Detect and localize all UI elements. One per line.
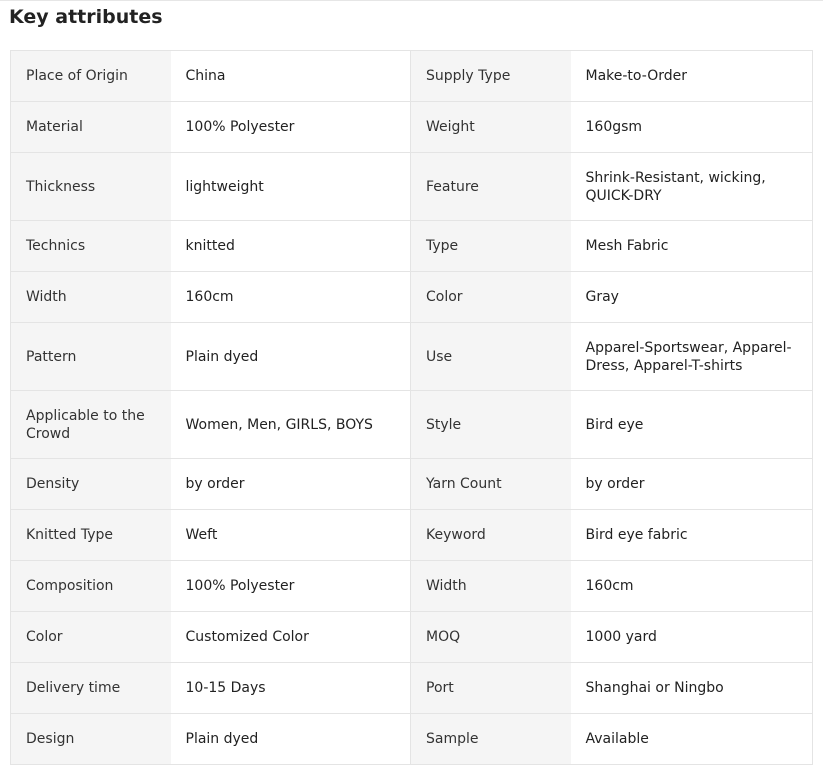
attribute-label: Style — [411, 391, 571, 459]
attribute-label: Width — [411, 561, 571, 612]
attribute-value: 160cm — [571, 561, 813, 612]
attribute-label: Keyword — [411, 510, 571, 561]
attribute-value: 10-15 Days — [171, 663, 411, 714]
key-attributes-table — [10, 50, 813, 765]
attribute-value: Shrink-Resistant, wicking, QUICK-DRY — [571, 153, 813, 221]
table-row — [11, 561, 813, 612]
attribute-value: Make-to-Order — [571, 51, 813, 102]
attribute-label: Yarn Count — [411, 459, 571, 510]
attribute-label: Use — [411, 323, 571, 391]
table-row — [11, 612, 813, 663]
attribute-label: Supply Type — [411, 51, 571, 102]
attribute-value: Plain dyed — [171, 323, 411, 391]
attribute-value: Customized Color — [171, 612, 411, 663]
attribute-label: Color — [411, 272, 571, 323]
section-title: Key attributes — [9, 6, 163, 28]
table-row — [11, 272, 813, 323]
table-row — [11, 323, 813, 391]
attribute-label: Feature — [411, 153, 571, 221]
table-row — [11, 153, 813, 221]
attribute-value: Apparel-Sportswear, Apparel-Dress, Apparel-T-shirts — [571, 323, 813, 391]
attribute-label: Color — [11, 612, 171, 663]
table-row — [11, 663, 813, 714]
attribute-label: Type — [411, 221, 571, 272]
table-row — [11, 714, 813, 765]
attribute-value: by order — [571, 459, 813, 510]
table-row — [11, 102, 813, 153]
attribute-value: Bird eye — [571, 391, 813, 459]
attribute-label: Composition — [11, 561, 171, 612]
attribute-label: Width — [11, 272, 171, 323]
attribute-value: Women, Men, GIRLS, BOYS — [171, 391, 411, 459]
top-divider — [0, 0, 823, 1]
attribute-value: Mesh Fabric — [571, 221, 813, 272]
attribute-label: Design — [11, 714, 171, 765]
attribute-value: 100% Polyester — [171, 561, 411, 612]
attribute-label: Technics — [11, 221, 171, 272]
attribute-value: 1000 yard — [571, 612, 813, 663]
attribute-value: Plain dyed — [171, 714, 411, 765]
table-row — [11, 221, 813, 272]
attribute-value: Shanghai or Ningbo — [571, 663, 813, 714]
attribute-value: lightweight — [171, 153, 411, 221]
attribute-value: knitted — [171, 221, 411, 272]
attribute-value: 100% Polyester — [171, 102, 411, 153]
attribute-label: Weight — [411, 102, 571, 153]
attribute-label: MOQ — [411, 612, 571, 663]
attribute-label: Applicable to the Crowd — [11, 391, 171, 459]
attribute-label: Delivery time — [11, 663, 171, 714]
attribute-value: 160gsm — [571, 102, 813, 153]
attribute-value: China — [171, 51, 411, 102]
table-row — [11, 510, 813, 561]
table-row — [11, 459, 813, 510]
table-row — [11, 391, 813, 459]
attribute-label: Pattern — [11, 323, 171, 391]
attribute-value: Weft — [171, 510, 411, 561]
attribute-label: Place of Origin — [11, 51, 171, 102]
attribute-value: 160cm — [171, 272, 411, 323]
attribute-value: Available — [571, 714, 813, 765]
attribute-label: Knitted Type — [11, 510, 171, 561]
attribute-label: Thickness — [11, 153, 171, 221]
attribute-value: Bird eye fabric — [571, 510, 813, 561]
attribute-label: Sample — [411, 714, 571, 765]
attribute-value: by order — [171, 459, 411, 510]
table-row — [11, 51, 813, 102]
attribute-value: Gray — [571, 272, 813, 323]
attribute-label: Material — [11, 102, 171, 153]
attribute-label: Port — [411, 663, 571, 714]
attribute-label: Density — [11, 459, 171, 510]
